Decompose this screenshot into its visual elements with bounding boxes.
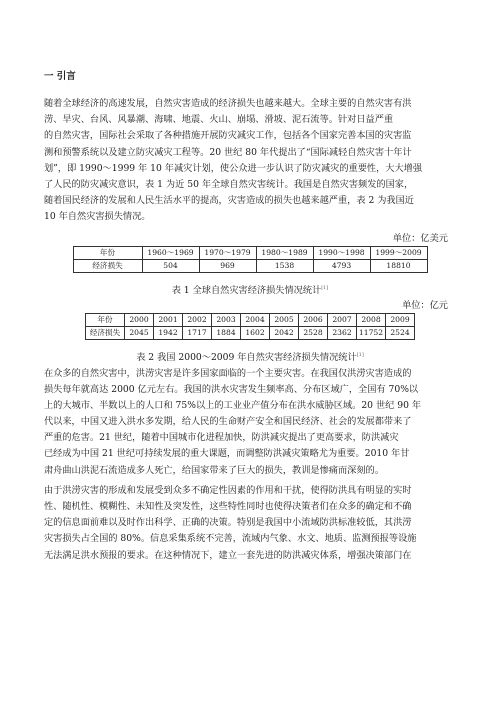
table-cell: 1942 <box>154 326 183 339</box>
table-cell: 2009 <box>386 313 415 326</box>
table2-unit: 单位：亿元 <box>402 299 448 311</box>
table-cell: 1960～1969 <box>142 246 199 259</box>
table-cell: 1884 <box>212 326 241 339</box>
text-line: 肃舟曲山洪泥石流造成多人死亡，给国家带来了巨大的损失，教训是惨痛而深刻的。 <box>44 464 384 476</box>
table-row <box>73 259 427 272</box>
section-heading: 一 引言 <box>44 71 76 82</box>
table-cell: 2045 <box>125 326 154 339</box>
text-line: 随着全球经济的高速发展，自然灾害造成的经济损失也越来越大。全球主要的自然灾害有洪 <box>44 98 412 109</box>
text-line: 灾害损失占全国的 80%。信息采集系统不完善，流域内气象、水文、地质、监测预报等设施 <box>44 533 417 545</box>
intro-paragraph <box>44 96 456 226</box>
table-cell: 1538 <box>256 259 313 272</box>
text-line: 随着国民经济的发展和人民生活水平的提高，灾害造成的损失也越来越严重，表 2 为我国近 <box>44 195 414 207</box>
text-line: 划”，即 1990～1999 年 10 年减灾计划，使公众进一步认识了防灾减灾的重要性，大大增强 <box>44 162 423 174</box>
text-line: 上的大城市、半数以上的人口和 75%以上的工业业产值分布在洪水威胁区域。20 世纪 90 年 <box>44 399 422 411</box>
table-cell: 2003 <box>212 313 241 326</box>
table-cell: 经济损失 <box>73 259 142 272</box>
text-line: 涝、旱灾、台风、风暴潮、海啸、地震、火山、崩塌、滑坡、泥石流等。针对日益严重 <box>44 114 394 126</box>
table-cell: 1980～1989 <box>256 246 313 259</box>
text-line: 代以来，中国又进入洪水多发期，给人民的生命财产安全和国民经济、社会的发展都带来了 <box>44 416 412 428</box>
table-row <box>86 313 415 326</box>
table1-unit: 单位：亿美元 <box>392 232 448 244</box>
table2-caption <box>44 348 456 362</box>
table-cell: 年份 <box>86 313 125 326</box>
text-line: 了人民的防灾减灾意识，表 1 为近 50 年全球自然灾害统计。我国是自然灾害频发的国家， <box>44 178 414 190</box>
citation-ref: [1] <box>356 351 364 358</box>
table-cell: 1990～1998 <box>313 246 370 259</box>
table-cell: 1999～2009 <box>370 246 427 259</box>
table-cell: 969 <box>199 259 256 272</box>
global-losses-table <box>73 246 428 273</box>
table1-caption <box>44 281 456 295</box>
caption-text: 表 1 全球自然灾害经济损失情况统计 <box>171 284 322 296</box>
table-cell: 2007 <box>328 313 357 326</box>
china-losses-table <box>85 313 415 340</box>
document-page <box>44 70 456 564</box>
table-cell: 18810 <box>370 259 427 272</box>
table-cell: 4793 <box>313 259 370 272</box>
table-row <box>86 326 415 339</box>
table-cell: 1602 <box>241 326 270 339</box>
text-line: 10 年自然灾害损失情况。 <box>44 211 151 223</box>
text-line: 已经成为中国 21 世纪可持续发展的重大课题，而调整防洪减灾策略尤为重要。2010 年甘 <box>44 448 410 460</box>
text-line: 无法满足洪水预报的要求。在这种情况下，建立一套先进的防洪减灾体系，增强决策部门在 <box>44 549 412 561</box>
flood-paragraph <box>44 366 456 479</box>
table-cell: 年份 <box>73 246 142 259</box>
text-line: 损失每年就高达 2000 亿元左右。我国的洪水灾害发生频率高、分布区域广，全国有 70%以 <box>44 383 419 395</box>
table-cell: 经济损失 <box>86 326 125 339</box>
text-line: 测和预警系统以及建立防灾减灾工程等。20 世纪 80 年代提出了“国际减轻自然灾害十年计 <box>44 146 412 158</box>
table-row <box>73 246 427 259</box>
text-line: 定的信息面前难以及时作出科学、正确的决策。特别是我国中小流域防洪标准较低，其洪涝 <box>44 517 412 529</box>
text-line: 由于洪涝灾害的形成和发展受到众多不确定性因素的作用和干扰，使得防洪具有明显的实时 <box>44 484 412 496</box>
table-cell: 2002 <box>183 313 212 326</box>
table-cell: 2528 <box>299 326 328 339</box>
table-cell: 2006 <box>299 313 328 326</box>
table-cell: 504 <box>142 259 199 272</box>
table-cell: 2000 <box>125 313 154 326</box>
table-cell: 2524 <box>386 326 415 339</box>
table-cell: 1717 <box>183 326 212 339</box>
text-line: 的自然灾害，国际社会采取了各种措施开展防灾减灾工作，包括各个国家完善本国的灾害监 <box>44 130 412 142</box>
text-line: 严重的危害。21 世纪，随着中国城市化进程加快，防洪减灾提出了更高要求，防洪减灾 <box>44 432 399 444</box>
text-line: 性、随机性、模糊性、未知性及突发性，这些特性同时也使得决策者们在众多的确定和不确 <box>44 501 412 512</box>
caption-text: 表 2 我国 2000～2009 年自然灾害经济损失情况统计 <box>136 351 357 363</box>
table-cell: 2001 <box>154 313 183 326</box>
decision-paragraph <box>44 483 456 564</box>
citation-ref: [1] <box>321 284 329 291</box>
table-cell: 2004 <box>241 313 270 326</box>
table-cell: 2008 <box>357 313 386 326</box>
text-line: 在众多的自然灾害中，洪涝灾害是许多国家面临的一个主要灾害。在我国仅洪涝灾害造成的 <box>44 367 412 379</box>
table-cell: 1970～1979 <box>199 246 256 259</box>
table-cell: 2362 <box>328 326 357 339</box>
table-cell: 11752 <box>357 326 386 339</box>
table-cell: 2005 <box>270 313 299 326</box>
table-cell: 2042 <box>270 326 299 339</box>
